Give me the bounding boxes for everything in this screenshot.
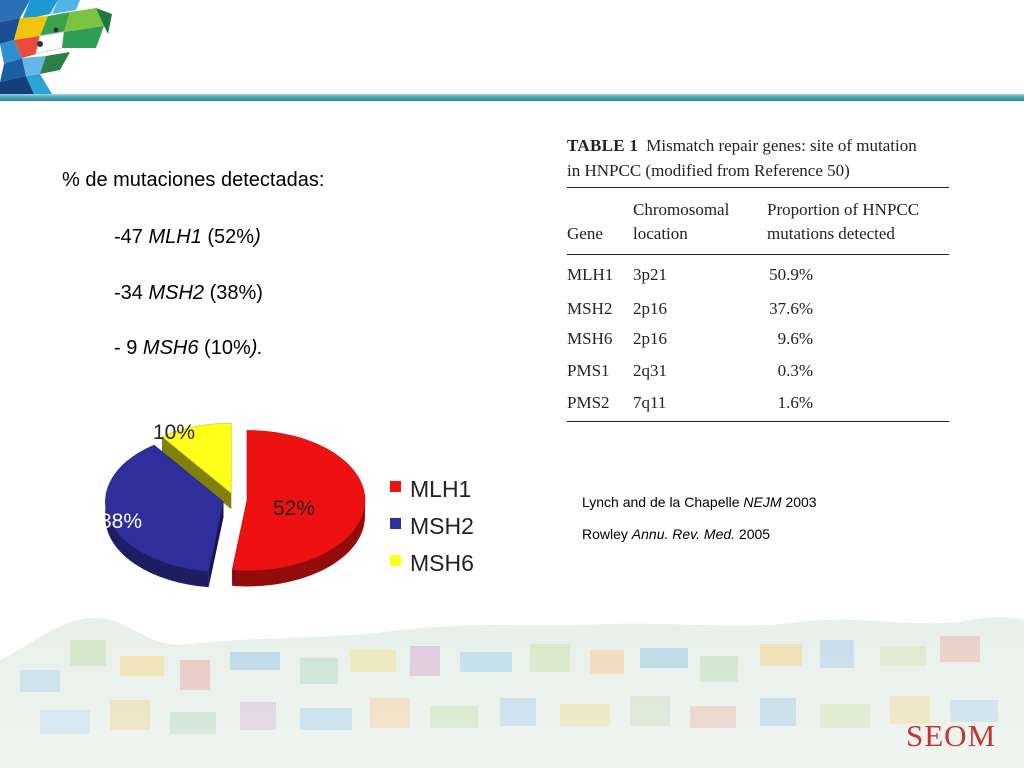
pie-label-mlh1: 52% bbox=[273, 497, 316, 520]
table-caption-line1: Mismatch repair genes: site of mutation bbox=[646, 136, 917, 155]
table-header-location: Chromosomal location bbox=[633, 200, 730, 243]
pie-label-msh2: 38% bbox=[100, 510, 143, 533]
table-caption bbox=[567, 133, 949, 183]
header-divider bbox=[0, 94, 1024, 101]
table-cell-gene: PMS1 bbox=[567, 361, 610, 380]
table-header-rule bbox=[567, 254, 949, 255]
pie-legend bbox=[390, 476, 474, 576]
table-cell-location: 2p16 bbox=[633, 329, 667, 348]
pie-label-msh6: 10% bbox=[153, 421, 196, 444]
legend-label-msh2: MSH2 bbox=[410, 513, 474, 539]
seom-logo: SEOM bbox=[906, 718, 997, 753]
mosaic-logo bbox=[0, 0, 118, 94]
legend-label-mlh1: MLH1 bbox=[410, 476, 472, 502]
legend-label-msh6: MSH6 bbox=[410, 550, 474, 576]
table-cell-gene: MSH2 bbox=[567, 299, 613, 318]
reference-rowley: Rowley Annu. Rev. Med. 2005 bbox=[582, 526, 771, 542]
table-cell-location: 3p21 bbox=[633, 265, 667, 284]
pie-tops bbox=[105, 423, 365, 571]
table-cell-proportion: 37.6% bbox=[769, 299, 813, 318]
table-cell-proportion: 0.3% bbox=[777, 361, 813, 380]
legend-swatch-mlh1 bbox=[390, 481, 401, 492]
legend-swatch-msh2 bbox=[390, 518, 401, 529]
table-header-gene: Gene bbox=[567, 224, 603, 243]
footer-mosaic bbox=[0, 600, 1024, 768]
mutation-item-msh2: -34 MSH2 (38%) bbox=[114, 282, 263, 304]
legend-swatch-msh6 bbox=[390, 555, 401, 566]
table-cell-proportion: 9.6% bbox=[777, 329, 813, 348]
mutation-item-msh6: - 9 MSH6 (10%). bbox=[114, 337, 263, 359]
table-header-proportion: Proportion of HNPCC mutations detected bbox=[767, 200, 920, 243]
mismatch-repair-table bbox=[567, 133, 949, 412]
table-caption-line2: in HNPCC (modified from Reference 50) bbox=[567, 161, 850, 180]
table-cell-gene: MLH1 bbox=[567, 265, 614, 284]
table-cell-location: 2p16 bbox=[633, 299, 667, 318]
table-cell-location: 2q31 bbox=[633, 361, 667, 380]
table-top-rule bbox=[567, 187, 949, 188]
reference-lynch: Lynch and de la Chapelle NEJM 2003 bbox=[582, 494, 817, 510]
table-cell-gene: PMS2 bbox=[567, 393, 610, 412]
table-cell-proportion: 50.9% bbox=[769, 265, 813, 284]
table-cell-location: 7q11 bbox=[633, 393, 667, 412]
table-cell-gene: MSH6 bbox=[567, 329, 613, 348]
mutations-title: % de mutaciones detectadas: bbox=[62, 169, 325, 191]
table-caption-label: TABLE 1 bbox=[567, 136, 639, 155]
table-bottom-rule bbox=[567, 421, 949, 422]
mutation-pie-chart bbox=[90, 405, 510, 605]
mutation-item-mlh1: -47 MLH1 (52%) bbox=[114, 226, 261, 248]
table-cell-proportion: 1.6% bbox=[777, 393, 813, 412]
